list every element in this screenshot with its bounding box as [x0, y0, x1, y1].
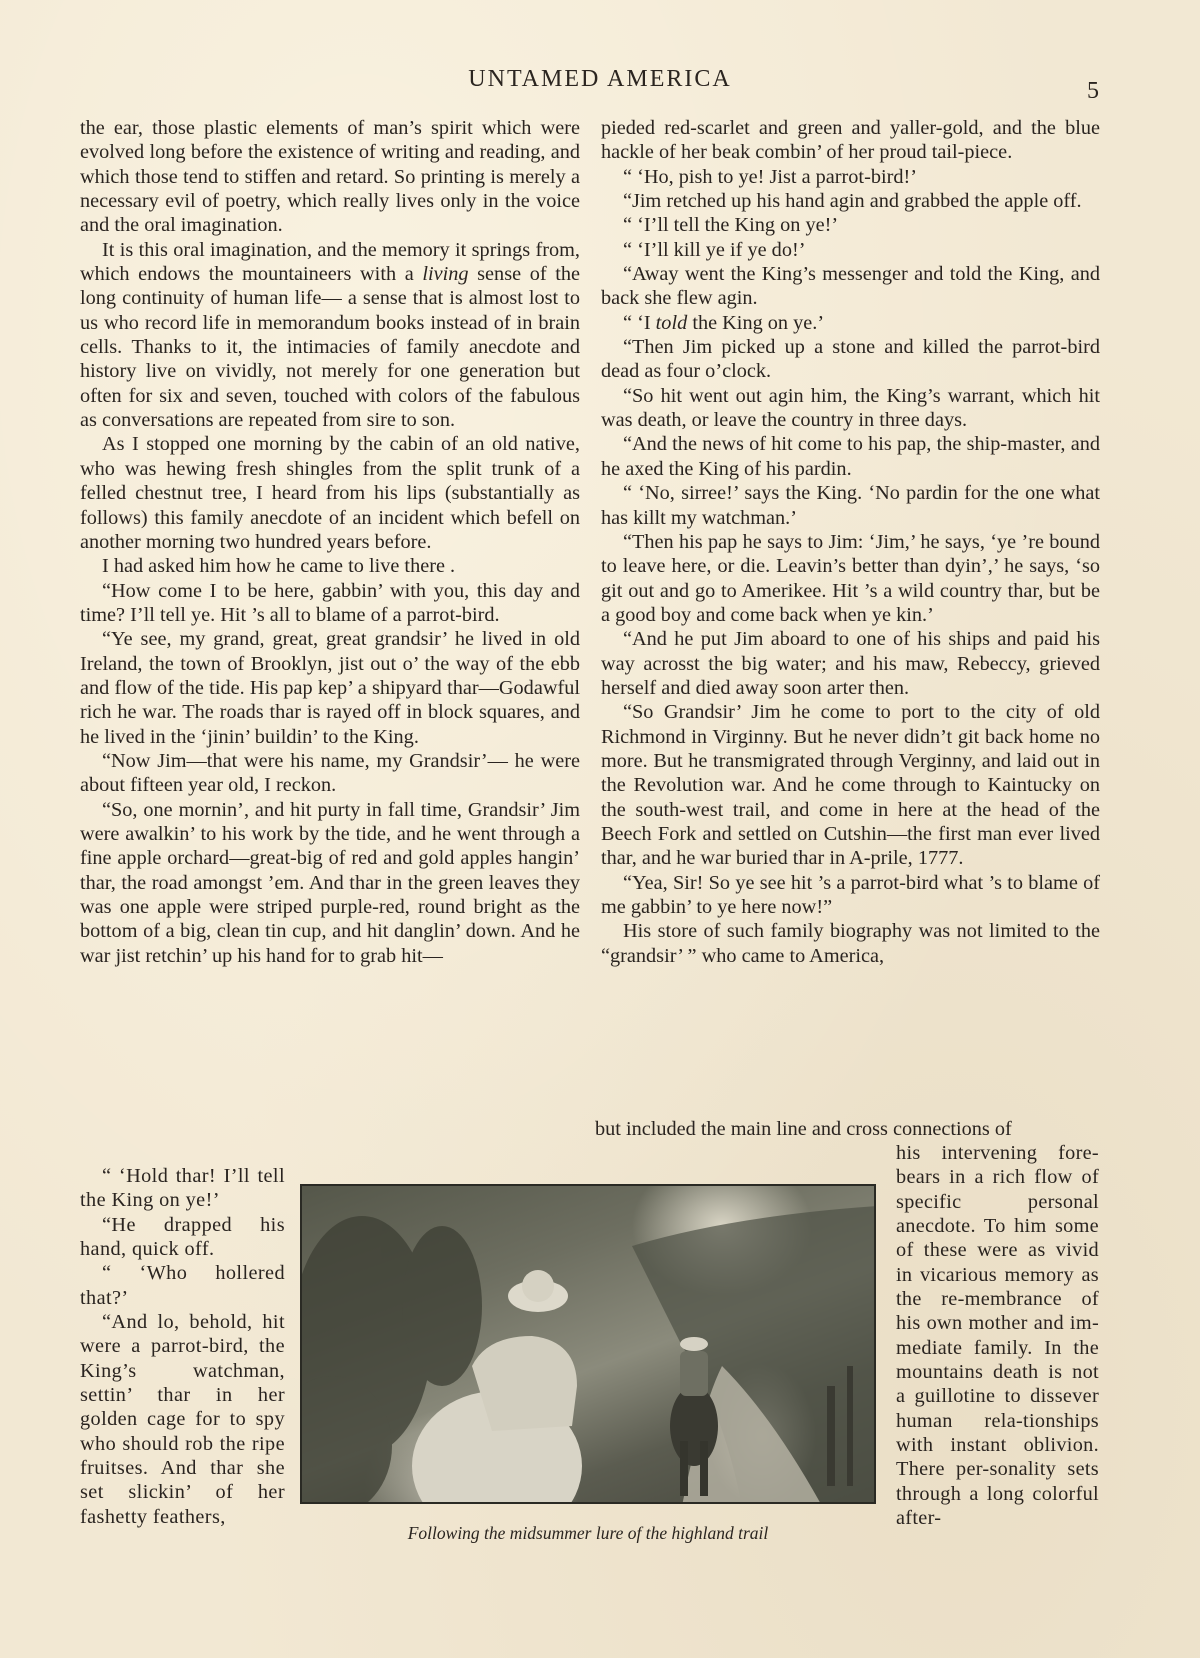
photo-illustration-icon [302, 1186, 876, 1504]
paragraph: “Then Jim picked up a stone and killed the parrot-bird dead as four o’clock. [601, 336, 1100, 383]
paragraph: “Then his pap he says to Jim: ‘Jim,’ he says, ‘ye ’re bound to leave here, or die. Leavin’s better than dyin’,’ he says, ‘so git out and go to Amerikee. Hit ’s a wild country thar, but be a good boy and come back when ye kin.’ [601, 530, 1100, 626]
paragraph: “And lo, behold, hit were a parrot-bird, the King’s watchman, settin’ thar in her golden cage for to spy who should rob the ripe fruitses. And thar she set slickin’ of her fashetty feathers, [80, 1311, 285, 1528]
paragraph: His store of such family biography was not limited to the “grandsir’ ” who came to America, [601, 920, 1100, 967]
paragraph: “And the news of hit come to his pap, the ship-master, and he axed the King of his pardin. [601, 433, 1100, 480]
figure-caption: Following the midsummer lure of the highland trail [407, 1523, 769, 1543]
trail-photograph [300, 1184, 876, 1504]
paragraph: “ ‘Ho, pish to ye! Jist a parrot-bird!’ [623, 165, 917, 188]
right-column [601, 116, 1100, 968]
paragraph: “So Grandsir’ Jim he come to port to the city of old Richmond in Virginny. But he never didn’t git back home no more. But he transmigrated through Verginny, and laid out in the Revolution war. And he come through to Kaintucky on the south-west trail, and come in here at the head of the Beech Fork and settled on Cutshin—the first man ever lived thar, and he war buried thar in A-prile, 1777. [601, 701, 1100, 870]
right-narrow-column [896, 1141, 1099, 1531]
paragraph: “Away went the King’s messenger and told the King, and back she flew agin. [601, 263, 1100, 310]
paragraph: “Jim retched up his hand agin and grabbed the apple off. [623, 190, 1082, 213]
emphasis-living: living [422, 263, 469, 286]
paragraph: “ ‘No, sirree!’ says the King. ‘No pardin for the one what has killt my watchman.’ [601, 482, 1100, 529]
paragraph: “How come I to be here, gabbin’ with you, this day and time? I’ll tell ye. Hit ’s all to blame of a parrot-bird. [80, 579, 580, 626]
paragraph: “Yea, Sir! So ye see hit ’s a parrot-bird what ’s to blame of me gabbin’ to ye here now!” [601, 871, 1100, 918]
running-title: UNTAMED AMERICA [468, 66, 732, 92]
paragraph: pieded red-scarlet and green and yaller-gold, and the blue hackle of her beak combin’ of her proud tail-piece. [601, 117, 1100, 164]
paragraph: “ ‘Who hollered that?’ [80, 1262, 285, 1309]
paragraph: “He drapped his hand, quick off. [80, 1213, 285, 1261]
left-narrow-column [80, 1164, 285, 1529]
paragraph: “So hit went out agin him, the King’s warrant, which hit was death, or leave the country in three days. [601, 384, 1100, 432]
emphasis-told: told [655, 311, 688, 334]
paragraph: his intervening fore-bears in a rich flow of specific personal anecdote. To him some of these were as vivid in vicarious memory as the re-membrance of his own mother and im-mediate family. In the mountains death is not a guillotine to dissever human rela-tionships with instant oblivion. There per-sonality sets through a long colorful after- [896, 1142, 1099, 1530]
spanning-line: but included the main line and cross connections of [595, 1118, 1012, 1140]
paragraph: “ ‘I’ll kill ye if ye do!’ [623, 238, 806, 261]
paragraph: “Now Jim—that were his name, my Grandsir’— he were about fifteen year old, I reckon. [80, 749, 580, 797]
paragraph: “And he put Jim aboard to one of his ships and paid his way acrosst the big water; and his maw, Rebeccy, grieved herself and died away soon arter then. [601, 628, 1100, 699]
paragraph: “ ‘I’ll tell the King on ye!’ [623, 214, 839, 237]
paragraph: “ ‘Hold thar! I’ll tell the King on ye!’ [80, 1165, 285, 1212]
left-column [80, 116, 580, 968]
paragraph: It is this oral imagination, and the memory it springs from, which endows the mountaineers with a living sense of the long continuity of human life— a sense that is almost lost to us who record life in memorandum books instead of in brain cells. Thanks to it, the intimacies of family anecdote and history live on vividly, not merely for one generation but often for six and seven, touched with colors of the fabulous as conversations are repeated from sire to son. [80, 238, 580, 432]
paragraph: As I stopped one morning by the cabin of an old native, who was hewing fresh shingles from the split trunk of a felled chestnut tree, I heard from his lips (substantially as follows) this family anecdote of an incident which befell on another morning two hundred years before. [80, 433, 580, 553]
paragraph: I had asked him how he came to live there . [102, 555, 456, 578]
paragraph: “So, one mornin’, and hit purty in fall time, Grandsir’ Jim were awalkin’ to his work by the tide, and he went through a fine apple orchard—great-big of red and gold apples hangin’ thar, the road amongst ’em. And thar in the green leaves they was one apple were striped purple-red, round bright as the bottom of a big, clean tin cup, and hit danglin’ down. And he war jist retchin’ up his hand for to grab hit— [80, 798, 580, 967]
paragraph: “Ye see, my grand, great, great grandsir’ he lived in old Ireland, the town of Brooklyn, jist out o’ the way of the ebb and flow of the tide. His pap kep’ a shipyard thar—Godawful rich he war. The roads thar is rayed off in block squares, and he lived in the ‘jinin’ buildin’ to the King. [80, 628, 580, 748]
page-number: 5 [1087, 78, 1099, 104]
paragraph: the ear, those plastic elements of man’s spirit which were evolved long before the existence of writing and reading, and which those tend to stiffen and retard. So printing is merely a necessary evil of poetry, which really lives only in the voice and the oral imagination. [80, 117, 580, 237]
paragraph: “ ‘I told the King on ye.’ [623, 311, 825, 334]
